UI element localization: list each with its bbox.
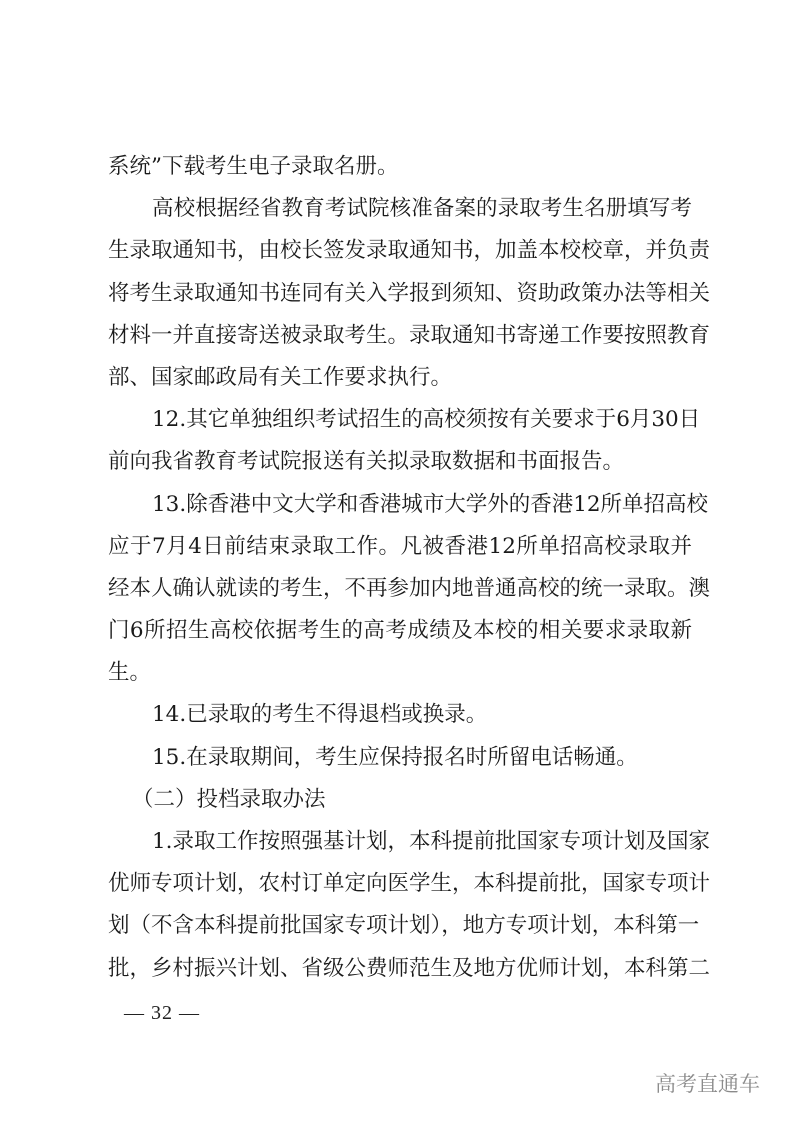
text-line: 1.录取工作按照强基计划，本科提前批国家专项计划及国家 xyxy=(152,829,711,854)
text-line: 将考生录取通知书连同有关入学报到须知、资助政策办法等相关 xyxy=(108,280,711,306)
text-line: 系统”下载考生电子录取名册。 xyxy=(108,154,399,179)
text-line: 15.在录取期间，考生应保持报名时所留电话畅通。 xyxy=(152,744,638,770)
text-line: 14.已录取的考生不得退档或换录。 xyxy=(152,702,488,728)
document-body xyxy=(108,146,711,990)
paragraph xyxy=(108,694,692,736)
text-line: 应于7月4日前结束录取工作。凡被香港12所单招高校录取并 xyxy=(108,533,692,559)
text-line: 经本人确认就读的考生，不再参加内地普通高校的统一录取。澳 xyxy=(108,575,711,601)
paragraph xyxy=(108,146,692,188)
paragraph xyxy=(108,399,701,483)
text-line: 13.除香港中文大学和香港城市大学外的香港12所单招高校 xyxy=(152,491,709,517)
text-line: 批，乡村振兴计划、省级公费师范生及地方优师计划，本科第二 xyxy=(108,955,711,981)
watermark: 高考直通车 xyxy=(655,1072,760,1096)
text-line: 前向我省教育考试院报送有关拟录取数据和书面报告。 xyxy=(108,449,625,475)
paragraph xyxy=(108,188,711,399)
text-line: 生录取通知书，由校长签发录取通知书，加盖本校校章，并负责 xyxy=(108,238,711,264)
paragraph xyxy=(108,737,692,779)
text-line: 门6所招生高校依据考生的高考成绩及本校的相关要求录取新 xyxy=(108,618,692,644)
page-number: — 32 — xyxy=(124,1002,200,1024)
paragraph xyxy=(108,484,711,695)
text-line: 材料一并直接寄送被录取考生。录取通知书寄递工作要按照教育 xyxy=(108,322,711,348)
text-line: 部、国家邮政局有关工作要求执行。 xyxy=(108,364,453,390)
paragraph xyxy=(108,821,711,990)
text-line: 高校根据经省教育考试院核准备案的录取考生名册填写考 xyxy=(152,196,692,222)
text-line: 生。 xyxy=(108,660,152,686)
section-heading xyxy=(108,779,692,821)
text-line: 12.其它单独组织考试招生的高校须按有关要求于6月30日 xyxy=(152,407,701,433)
text-line: （二）投档录取办法 xyxy=(132,786,326,812)
text-line: 优师专项计划，农村订单定向医学生，本科提前批，国家专项计 xyxy=(108,871,711,897)
text-line: 划（不含本科提前批国家专项计划），地方专项计划，本科第一 xyxy=(108,913,700,939)
